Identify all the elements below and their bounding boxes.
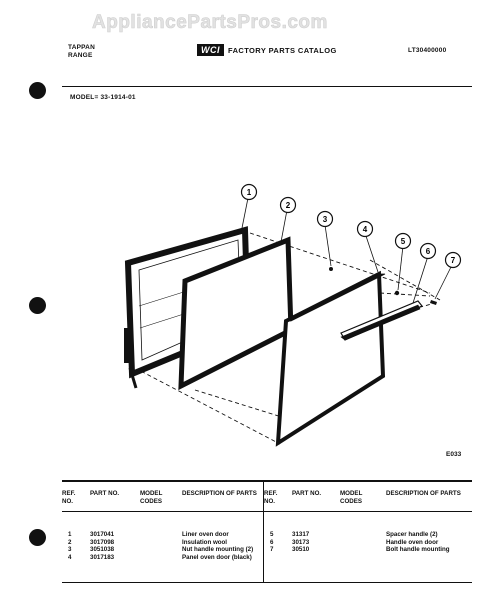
mounting-nut-part [329, 267, 333, 271]
catalog-header [197, 44, 337, 56]
figure-code: E033 [446, 451, 462, 458]
document-code: LT30400000 [408, 47, 447, 54]
part-no: 3051038 [90, 546, 115, 554]
table-row [60, 521, 470, 539]
svg-text:7: 7 [450, 256, 456, 265]
header-description: DESCRIPTION OF PARTS [182, 490, 257, 497]
brand-name: TAPPAN [68, 44, 95, 51]
watermark-text: AppliancePartsPros.com [92, 12, 328, 33]
part-no: 3017098 [90, 538, 115, 546]
table-bottom-rule [62, 582, 472, 583]
callout-3 [318, 212, 333, 227]
ref-no: 1 [68, 531, 72, 539]
part-description: Panel oven door (black) [182, 553, 252, 561]
part-no: 3017041 [90, 531, 115, 539]
brand-block [68, 44, 95, 60]
callout-1 [242, 185, 257, 200]
model-codes [138, 546, 180, 554]
header-description-right: DESCRIPTION OF PARTS [386, 490, 461, 497]
svg-text:2: 2 [285, 201, 291, 210]
header-divider [62, 86, 472, 87]
model-codes [138, 539, 180, 547]
part-description: Spacer handle (2) [386, 531, 438, 539]
part-no: 30173 [292, 538, 310, 546]
table-row [60, 539, 470, 547]
header-part-no-right: PART NO. [292, 490, 322, 497]
callout-6 [421, 244, 436, 259]
part-no: 30510 [292, 546, 310, 554]
callout-7 [446, 253, 461, 268]
part-description: Liner oven door [182, 531, 229, 539]
part-description: Bolt handle mounting [386, 546, 450, 554]
part-no: 3017183 [90, 553, 115, 561]
model-codes [138, 554, 180, 562]
punch-hole-bottom [29, 529, 46, 546]
header-ref-no: REF. NO. [62, 490, 76, 505]
bolt-handle-part [430, 300, 437, 305]
svg-text:5: 5 [400, 237, 406, 246]
punch-hole-top [29, 82, 46, 99]
table-header-row [60, 487, 470, 521]
ref-no: 7 [270, 546, 274, 554]
oven-door-diagram [95, 178, 475, 458]
model-codes [138, 521, 180, 539]
svg-text:6: 6 [425, 247, 431, 256]
callout-2 [281, 198, 296, 213]
ref-no: 3 [68, 546, 72, 554]
model-label: MODEL= 33-1914-01 [70, 94, 136, 101]
callout-5 [396, 234, 411, 249]
model-codes [338, 546, 384, 554]
svg-text:1: 1 [246, 188, 252, 197]
header-ref-no-right: REF. NO. [264, 490, 278, 505]
part-no: 31317 [292, 531, 310, 539]
table-top-rule [62, 480, 472, 482]
model-codes [338, 521, 384, 539]
product-type: RANGE [68, 52, 93, 59]
part-description: Insulation wool [182, 538, 228, 546]
catalog-title: FACTORY PARTS CATALOG [228, 45, 337, 55]
panel-oven-door-part [278, 274, 385, 443]
header-part-no: PART NO. [90, 490, 120, 497]
part-description: Handle oven door [386, 538, 439, 546]
part-description: Nut handle mounting (2) [182, 546, 254, 554]
svg-text:3: 3 [322, 215, 328, 224]
ref-no: 6 [270, 538, 274, 546]
parts-table [60, 487, 470, 562]
punch-hole-middle [29, 297, 46, 314]
table-row [60, 554, 470, 562]
header-model-codes: MODEL CODES [140, 490, 163, 505]
ref-no: 4 [68, 553, 72, 561]
spacer-handle-part [395, 291, 399, 295]
callout-4 [358, 222, 373, 237]
table-row [60, 546, 470, 554]
ref-no: 5 [270, 531, 274, 539]
ref-no: 2 [68, 538, 72, 546]
wci-logo: WCI [197, 44, 224, 56]
model-codes [338, 539, 384, 547]
header-model-codes-right: MODEL CODES [340, 490, 363, 505]
svg-text:4: 4 [362, 225, 368, 234]
